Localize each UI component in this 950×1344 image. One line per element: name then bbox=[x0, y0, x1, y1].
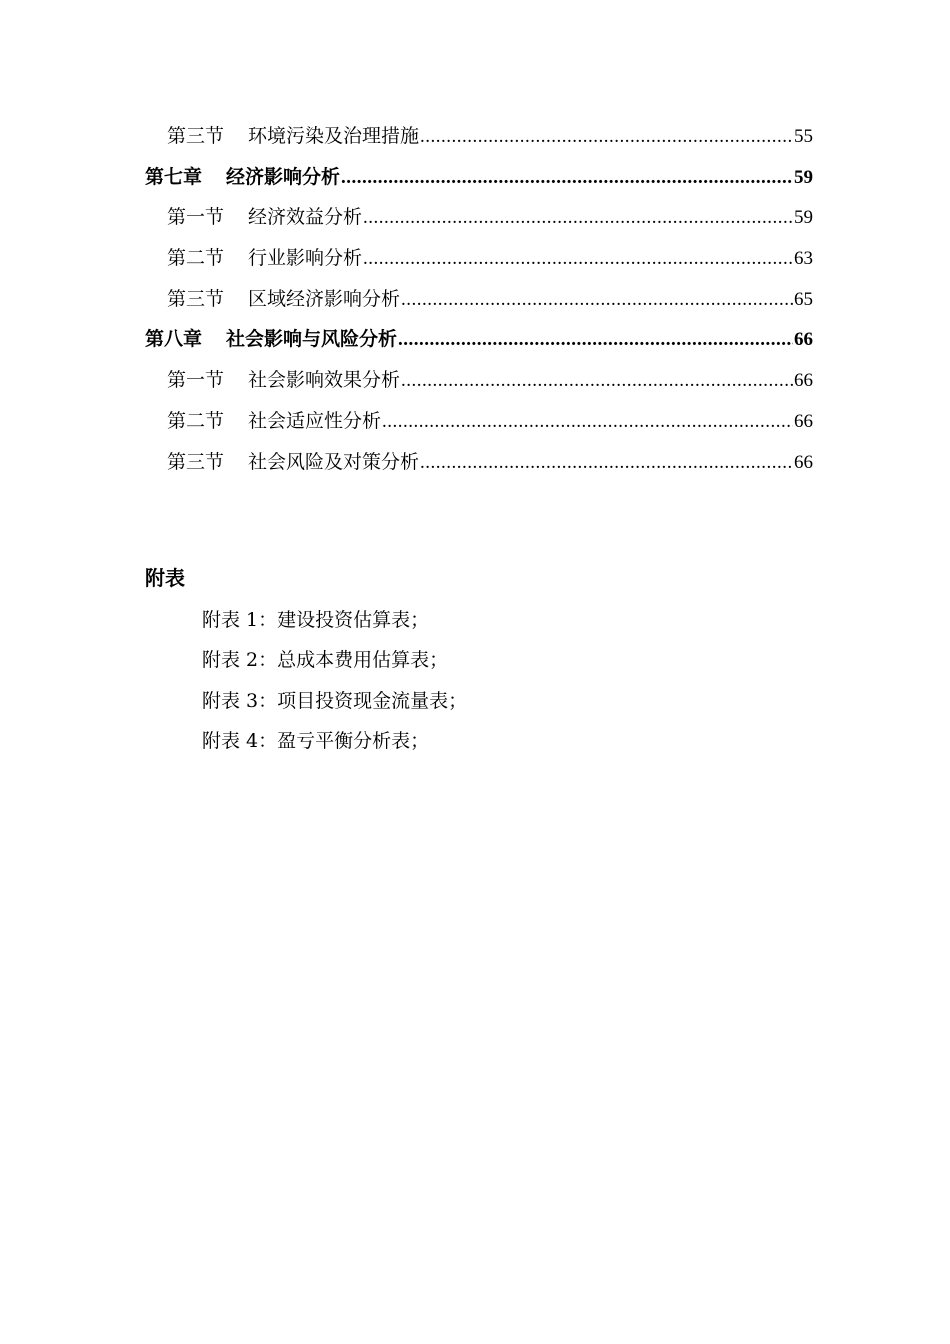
toc-leader-dots bbox=[363, 198, 793, 239]
appendix-item: 附表 3：项目投资现金流量表； bbox=[202, 689, 468, 712]
appendix-item: 附表 4：盈亏平衡分析表； bbox=[202, 729, 430, 752]
toc-leader-dots bbox=[420, 443, 793, 484]
toc-entry-title: 经济影响分析 bbox=[226, 165, 341, 188]
toc-entry[interactable] bbox=[145, 116, 813, 157]
toc-entry-page: 66 bbox=[794, 451, 813, 473]
toc-leader-dots bbox=[401, 361, 793, 402]
toc-entry-number: 第三节 bbox=[167, 125, 225, 147]
toc-entry-number: 第一节 bbox=[167, 369, 225, 392]
toc-entry-number: 第三节 bbox=[167, 450, 225, 473]
toc-leader-dots bbox=[341, 158, 793, 199]
toc-entry[interactable] bbox=[145, 279, 813, 320]
toc-entry[interactable] bbox=[145, 360, 813, 401]
toc-entry-page: 66 bbox=[794, 410, 813, 432]
toc-entry-title: 社会影响效果分析 bbox=[248, 369, 401, 392]
toc-entry-number: 第七章 bbox=[145, 165, 203, 188]
toc-entry-title: 区域经济影响分析 bbox=[248, 287, 401, 310]
toc-entry[interactable] bbox=[145, 442, 813, 483]
toc-entry-title: 社会风险及对策分析 bbox=[248, 450, 420, 473]
toc-entry-page: 66 bbox=[794, 329, 813, 351]
toc-entry-page: 65 bbox=[794, 288, 813, 310]
toc-entry-title: 社会影响与风险分析 bbox=[226, 328, 398, 351]
toc-entry-number: 第二节 bbox=[167, 247, 225, 270]
appendix-item: 附表 1：建设投资估算表； bbox=[202, 609, 430, 631]
toc-leader-dots bbox=[401, 280, 793, 321]
toc-leader-dots bbox=[363, 239, 793, 280]
toc-entry[interactable] bbox=[145, 319, 813, 360]
toc-entry-number: 第三节 bbox=[167, 287, 225, 310]
toc-entry-page: 63 bbox=[794, 248, 813, 270]
appendix-heading: 附表 bbox=[145, 566, 185, 590]
toc-entry-number: 第八章 bbox=[145, 328, 203, 351]
toc-leader-dots bbox=[398, 320, 793, 361]
toc-entry[interactable] bbox=[145, 238, 813, 279]
toc-entry-title: 环境污染及治理措施 bbox=[248, 125, 420, 147]
toc-entry-number: 第二节 bbox=[167, 409, 225, 432]
toc-entry-number: 第一节 bbox=[167, 206, 225, 229]
toc-entry-page: 59 bbox=[794, 207, 813, 229]
toc-entry-title: 经济效益分析 bbox=[248, 206, 363, 229]
toc-leader-dots bbox=[420, 117, 793, 158]
table-of-contents bbox=[145, 116, 813, 482]
toc-entry-page: 55 bbox=[794, 126, 813, 147]
toc-entry-title: 社会适应性分析 bbox=[248, 409, 382, 432]
toc-entry-page: 66 bbox=[794, 370, 813, 392]
toc-entry-page: 59 bbox=[794, 166, 813, 188]
appendix-item: 附表 2：总成本费用估算表； bbox=[202, 649, 449, 672]
toc-entry[interactable] bbox=[145, 157, 813, 198]
appendix-list bbox=[202, 600, 467, 761]
toc-entry[interactable] bbox=[145, 401, 813, 442]
toc-entry-title: 行业影响分析 bbox=[248, 247, 363, 270]
toc-entry[interactable] bbox=[145, 197, 813, 238]
toc-leader-dots bbox=[382, 402, 793, 443]
